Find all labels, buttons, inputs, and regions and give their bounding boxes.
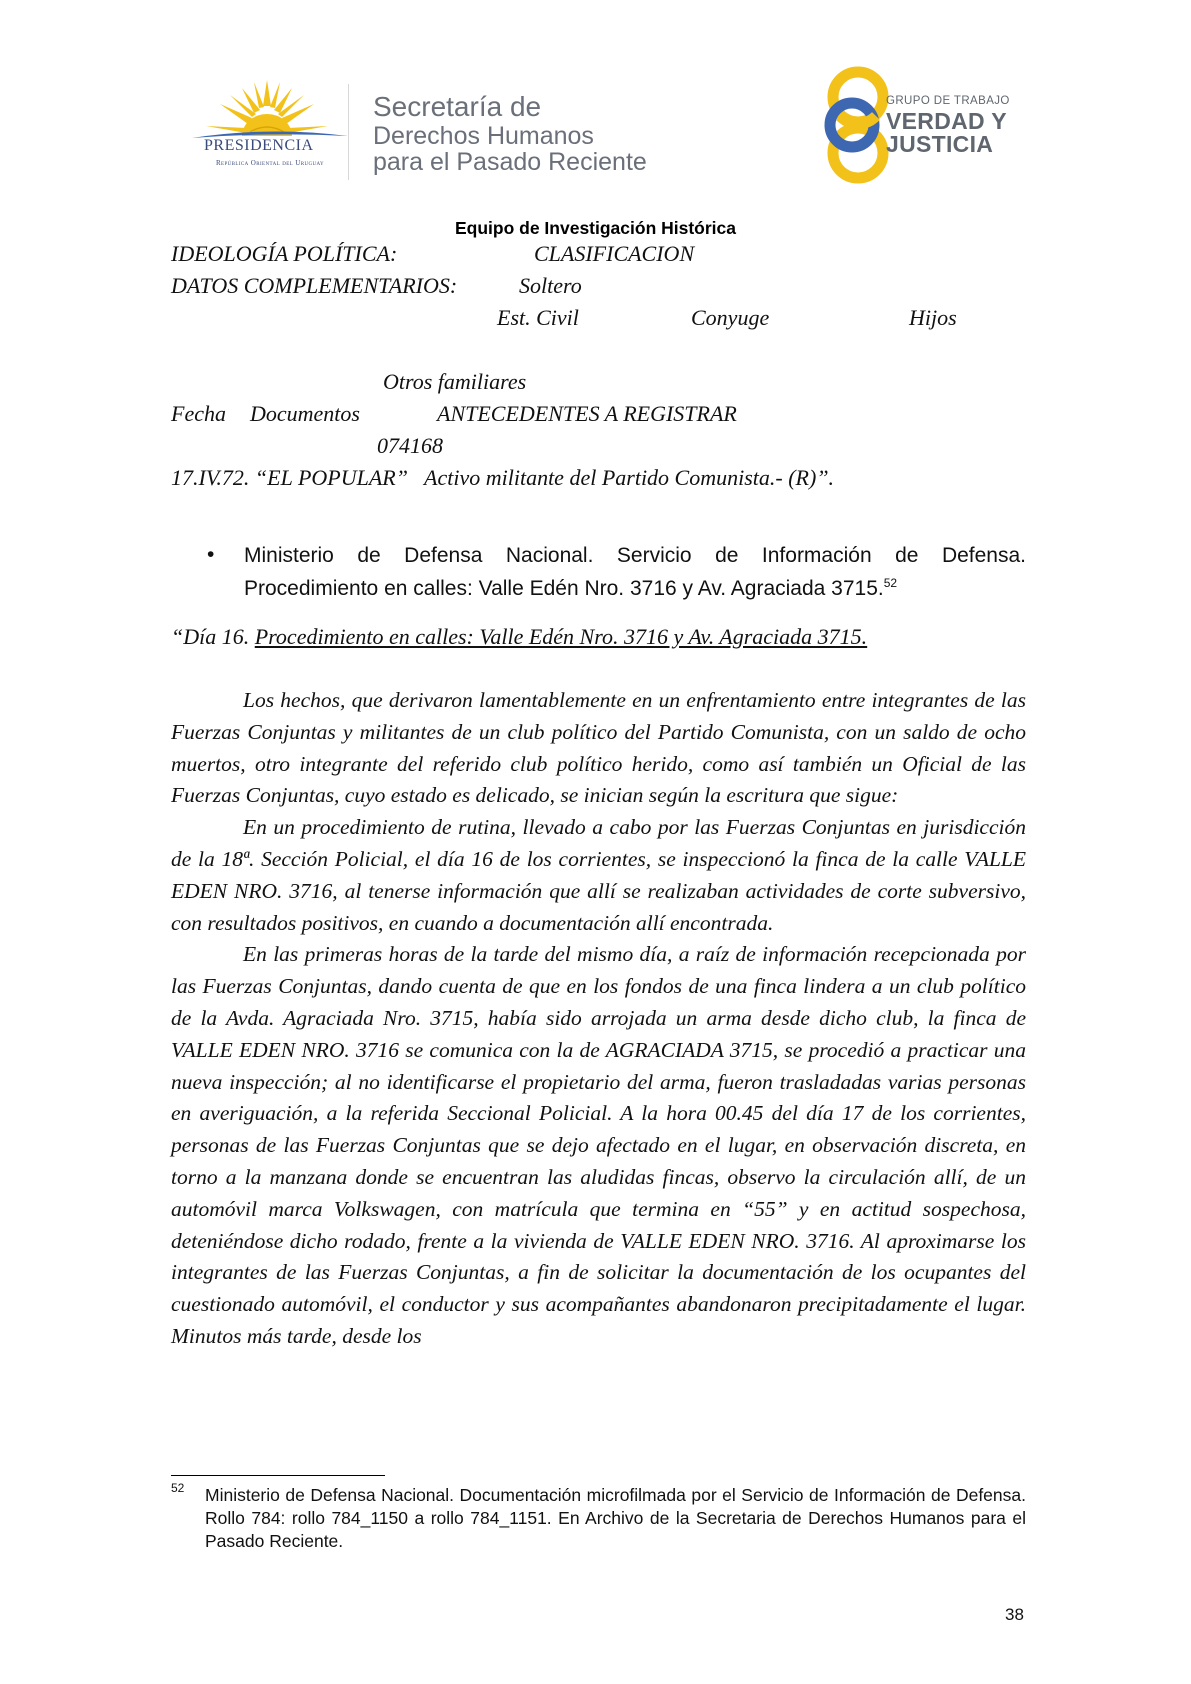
page-number: 38: [1005, 1605, 1024, 1624]
bullet-line-2: [244, 576, 897, 601]
bullet-line-1: Ministerio de Defensa Nacional. Servicio de Información de Defensa.: [244, 544, 1026, 567]
conyuge-label: Conyuge: [691, 305, 770, 330]
presidencia-logo: [190, 78, 350, 178]
otros-familiares-label: Otros familiares: [383, 369, 527, 394]
presidencia-text: PRESIDENCIA: [204, 137, 314, 154]
republica-text: República Oriental del Uruguay: [215, 159, 325, 167]
team-title: Equipo de Investigación Histórica: [454, 218, 737, 238]
clasificacion-label: CLASIFICACION: [534, 241, 695, 266]
fecha-label: Fecha: [171, 401, 226, 426]
quote-heading: [171, 624, 867, 650]
est-civil-label: Est. Civil: [497, 305, 579, 330]
body-paragraph-3: En las primeras horas de la tarde del mismo día, a raíz de información recepcionada por las Fuerzas Conjuntas, dando cuenta de que en los fondos de una finca lindera a un club político de la Avda. Agraciada Nro. 3715, había sido arrojada un arma desde dicho club, la finca de VALLE EDEN NRO. 3716 se comunica con la de AGRACIADA 3715, se procedió a practicar una nueva inspección; al no identificarse el propietario del arma, fueron trasladadas varias personas en averiguación, a la referida Seccional Policial. A la hora 00.45 del día 17 de los corrientes, personas de las Fuerzas Conjuntas que se dejo afectado en el lugar, en observación discreta, en torno a la manzana donde se encuentran las aludidas fincas, observo la circulación allí, de un automóvil marca Volkswagen, con matrícula que termina en “55” y en actitud sospechosa, deteniéndose dicho rodado, frente a la vivienda de VALLE EDEN NRO. 3716. Al aproximarse los integrantes de las Fuerzas Conjuntas, a fin de solicitar la documentación de los ocupantes del cuestionado automóvil, el conductor y sus acompañantes abandonaron precipitadamente el lugar. Minutos más tarde, desde los: [171, 942, 1026, 1348]
quote-prefix: “Día 16.: [171, 624, 255, 649]
documentos-label: Documentos: [250, 401, 360, 426]
footnote-number: 52: [171, 1481, 185, 1495]
grupo-line-2: VERDAD Y: [886, 108, 1007, 134]
footnote-ref: 52: [883, 576, 898, 590]
footnote-separator: [171, 1475, 385, 1476]
body-text: [171, 685, 1026, 1353]
body-paragraph-2: En un procedimiento de rutina, llevado a cabo por las Fuerzas Conjuntas en jurisdicción de la 18ª. Sección Policial, el día 16 de los corrientes, se inspeccionó la finca de la calle VALLE EDEN NRO. 3716, al tenerse información que allí se realizaban actividades de corte subversivo, con resultados positivos, en cuando a documentación allí encontrada.: [171, 815, 1026, 935]
bullet-line-2-text: Procedimiento en calles: Valle Edén Nro. 3716 y Av. Agraciada 3715.: [244, 577, 884, 600]
secretaria-line-1: Secretaría de: [373, 91, 542, 122]
soltero-value: Soltero: [519, 273, 582, 298]
hijos-label: Hijos: [909, 305, 957, 330]
grupo-line-3: JUSTICIA: [886, 131, 994, 157]
header-divider: [348, 84, 349, 180]
antecedentes-label: ANTECEDENTES A REGISTRAR: [437, 401, 737, 426]
secretaria-line-3: para el Pasado Reciente: [373, 148, 647, 176]
grupo-line-1: GRUPO DE TRABAJO: [886, 95, 1010, 107]
doc-number: 074168: [377, 433, 443, 458]
ideologia-label: IDEOLOGÍA POLÍTICA:: [171, 241, 398, 266]
body-paragraph-1: Los hechos, que derivaron lamentablemente en un enfrentamiento entre integrantes de las Fuerzas Conjuntas y militantes de un club político del Partido Comunista, con un saldo de ocho muertos, otro integrante del referido club político herido, como así también un Oficial de las Fuerzas Conjuntas, cuyo estado es delicado, se inician según la escritura que sigue:: [171, 688, 1026, 808]
datos-label: DATOS COMPLEMENTARIOS:: [171, 273, 458, 298]
antecedente-entry: 17.IV.72. “EL POPULAR” Activo militante del Partido Comunista.- (R)”.: [171, 465, 835, 490]
secretaria-line-2: Derechos Humanos: [373, 122, 594, 150]
footnote-text: Ministerio de Defensa Nacional. Documentación microfilmada por el Servicio de Información de Defensa. Rollo 784: rollo 784_1150 a rollo 784_1151. En Archivo de la Secretaria de Derechos Humanos para el Pasado Reciente.: [205, 1485, 1026, 1551]
quote-underlined: Procedimiento en calles: Valle Edén Nro. 3716 y Av. Agraciada 3715.: [254, 624, 868, 649]
bullet-dot: •: [207, 543, 215, 566]
